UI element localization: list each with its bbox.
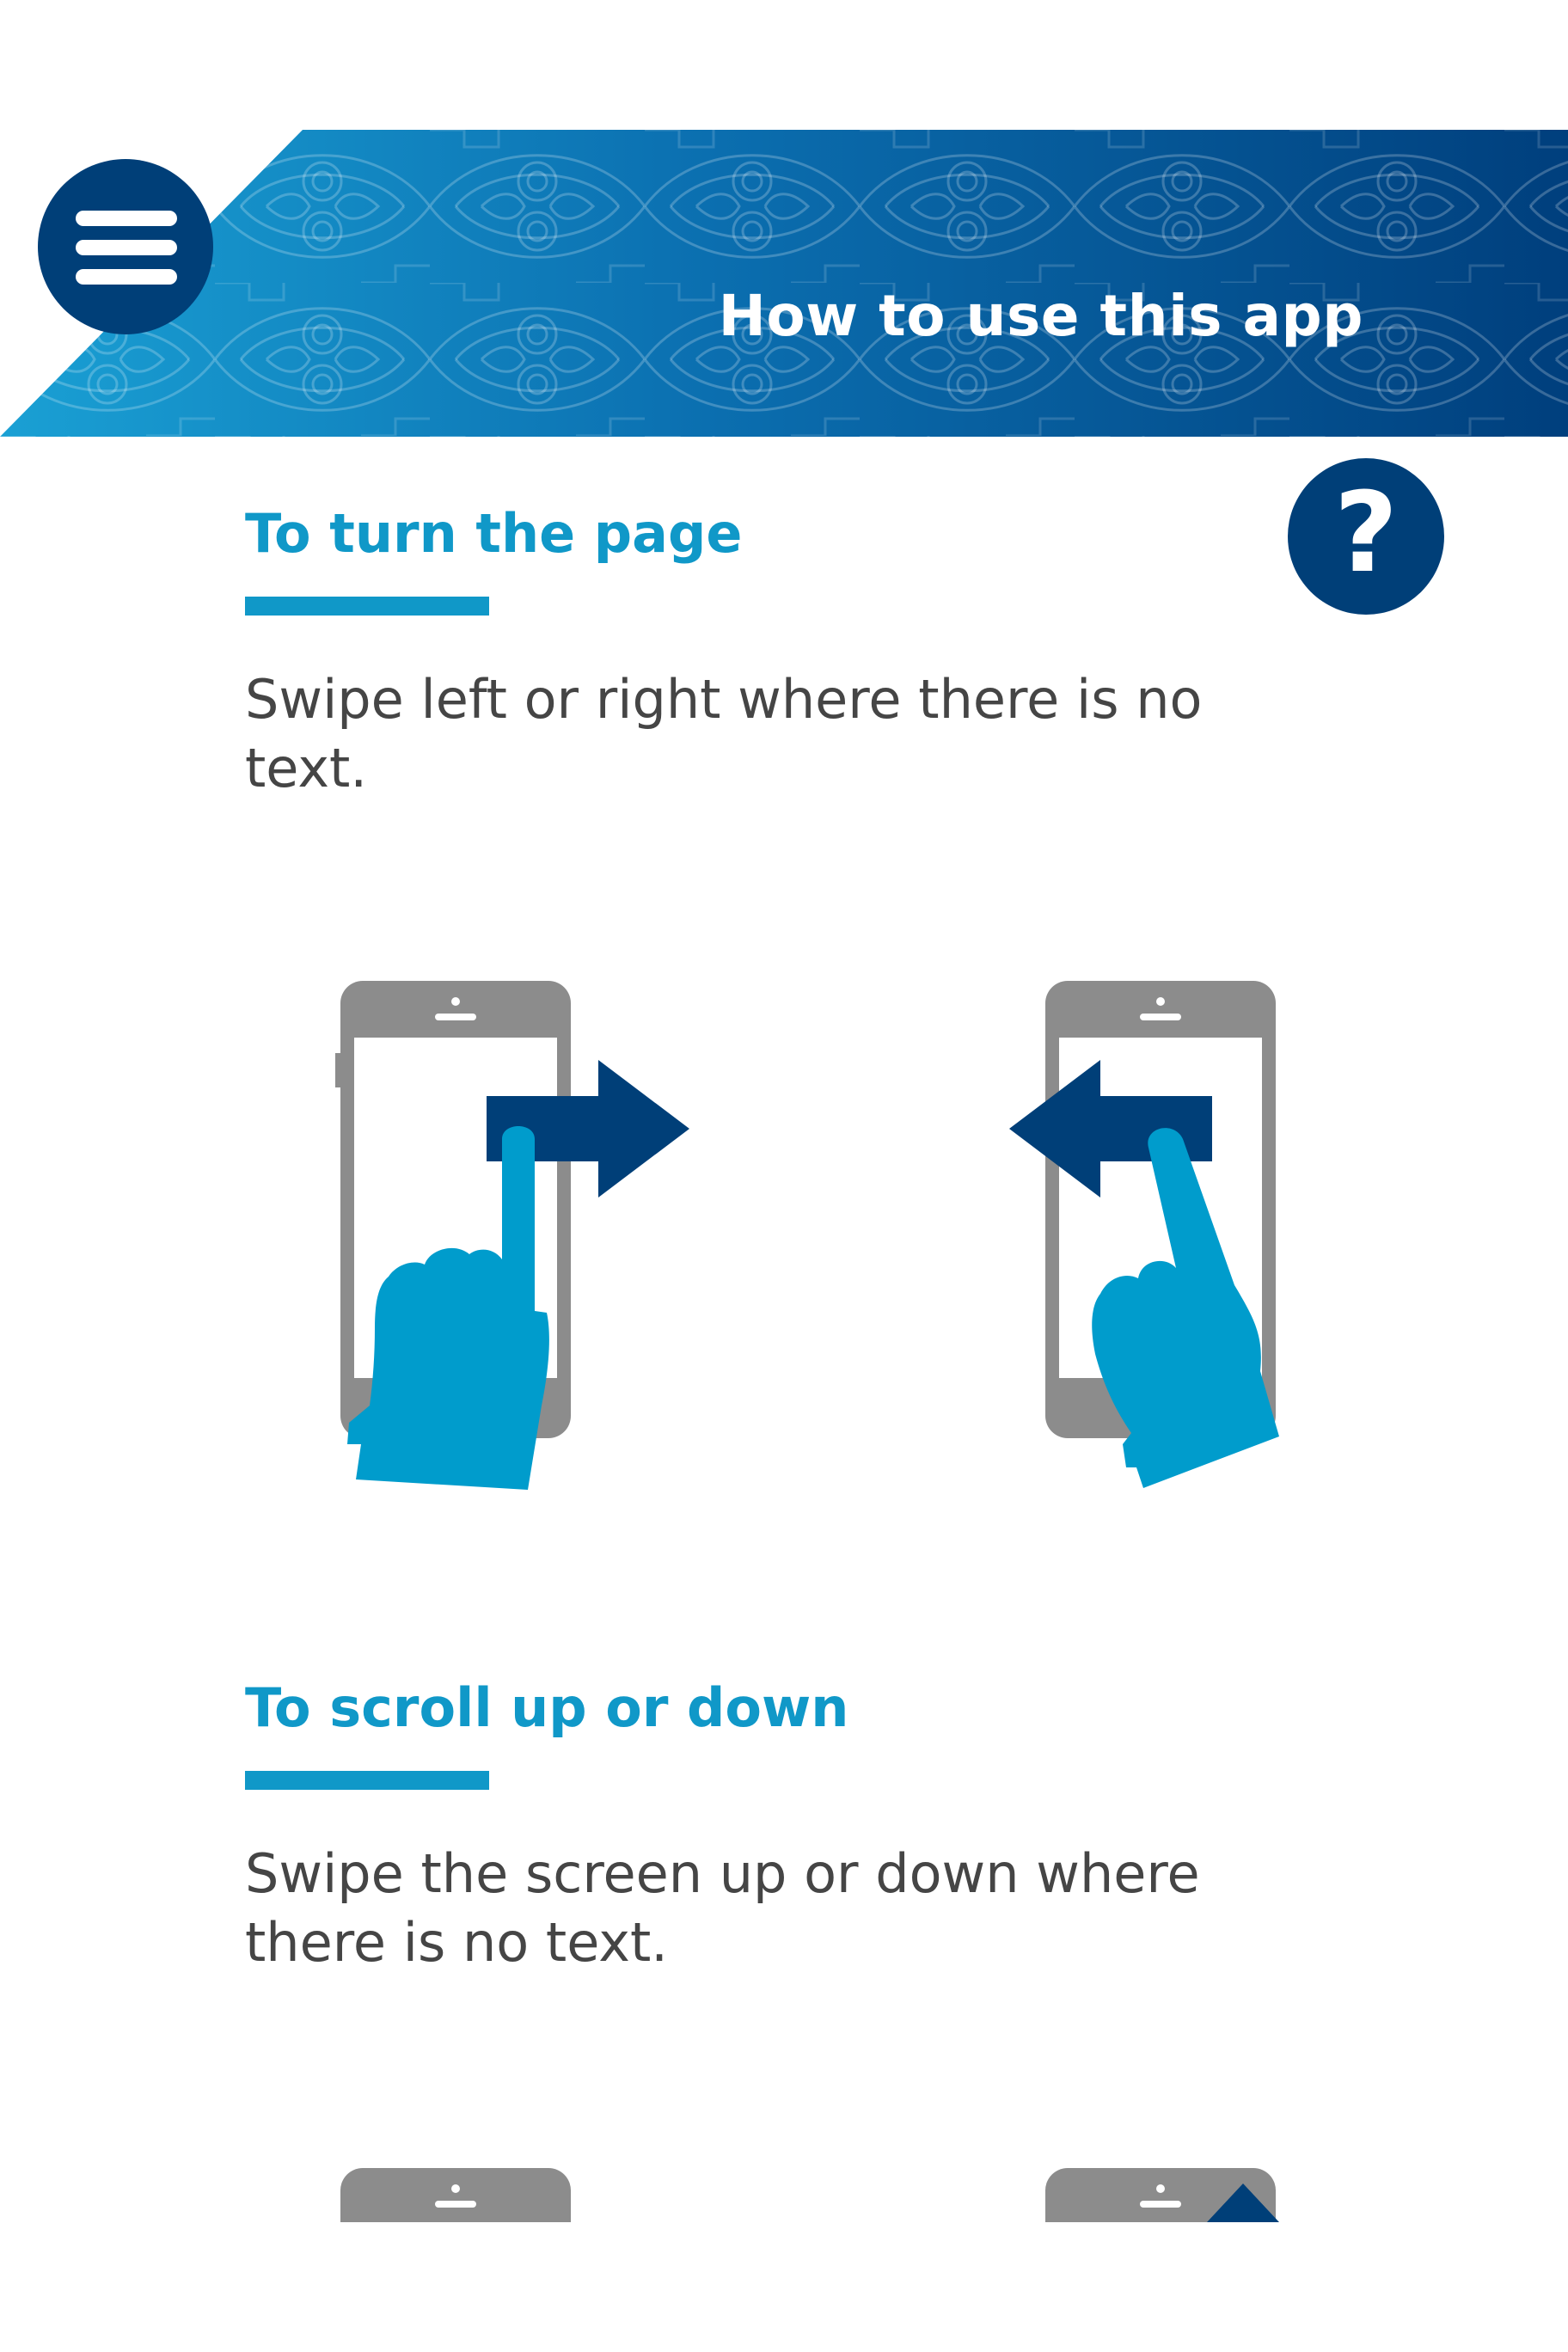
- section-body-turn-page: Swipe left or right where there is no text.: [245, 668, 1203, 799]
- help-button[interactable]: [1288, 458, 1444, 615]
- scroll-up-illustration: [340, 2168, 571, 2226]
- phone-icon: [340, 2168, 571, 2222]
- menu-button[interactable]: [38, 159, 213, 334]
- bottom-whitespace: [0, 2222, 1568, 2352]
- scroll-down-illustration: [1045, 2168, 1303, 2226]
- heading-underline: [245, 1771, 489, 1790]
- swipe-left-illustration: [1006, 976, 1367, 1538]
- question-mark-icon: ?: [1333, 469, 1399, 597]
- swipe-right-illustration: [335, 976, 696, 1529]
- section-body-scroll: Swipe the screen up or down where there is no text.: [245, 1842, 1200, 1974]
- section-heading-turn-page: To turn the page: [245, 502, 743, 565]
- page-title: How to use this app: [718, 283, 1363, 349]
- section-heading-scroll: To scroll up or down: [245, 1676, 849, 1739]
- heading-underline: [245, 597, 489, 616]
- header-banner: [0, 130, 1568, 437]
